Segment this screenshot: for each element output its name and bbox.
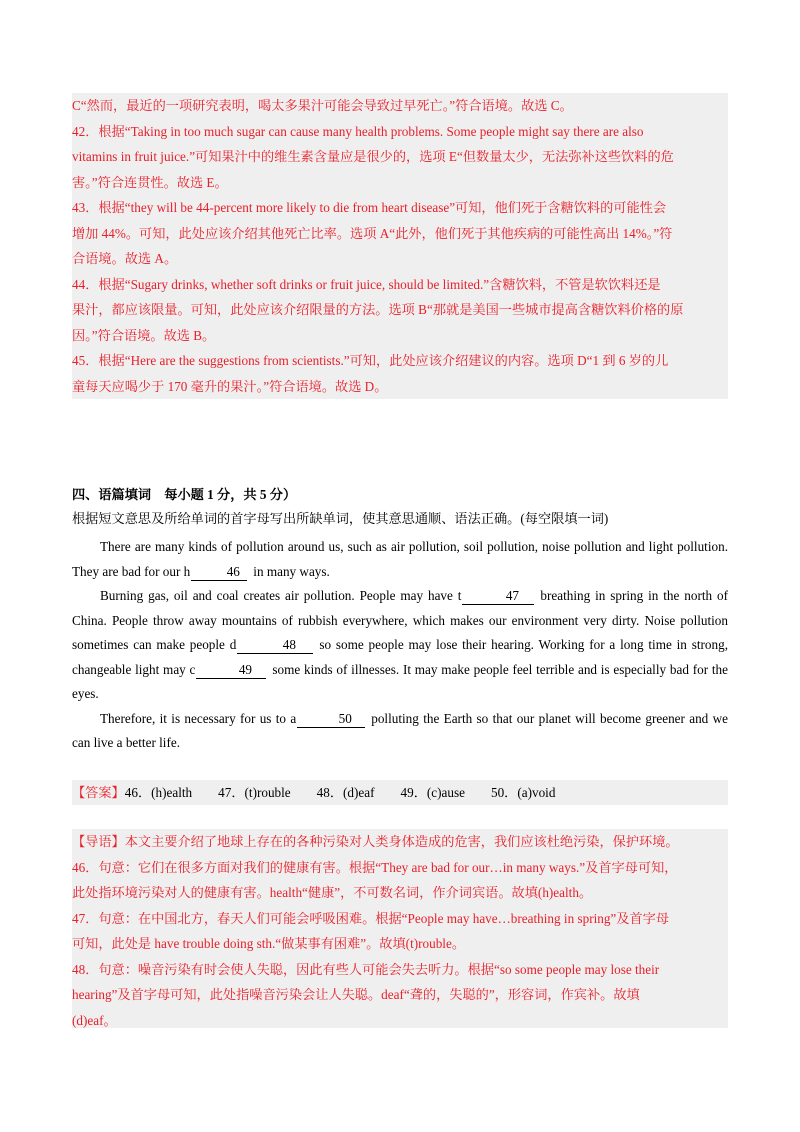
guide-line: 可知，此处是 have trouble doing sth.“做某事有困难”。故填(t)rouble。 <box>72 936 466 951</box>
guide-line: 此处指环境污染对人的健康有害。health“健康”，不可数名词，作介词宾语。故填(h)ealth。 <box>72 885 593 900</box>
passage-text: in many ways. <box>253 563 330 579</box>
explanation-line: 增加 44%。可知，此处应该介绍其他死亡比率。选项 A“此外，他们死于其他疾病的可能性高出 14%。”符 <box>72 225 673 241</box>
guide-line: 46．句意：它们在很多方面对我们的健康有害。根据“They are bad for our…in many ways.”及首字母可知， <box>72 859 678 875</box>
answer-item: 48．(d)eaf <box>316 785 375 800</box>
passage-paragraph-1 <box>72 535 728 584</box>
explanation-line: C“然而，最近的一项研究表明，喝太多果汁可能会导致过早死亡。”符合语境。故选 C。 <box>72 98 573 113</box>
guide-box <box>72 829 728 1028</box>
explanation-line: vitamins in fruit juice.”可知果汁中的维生素含量应是很少的，选项 E“但数量太少，无法弥补这些饮料的危 <box>72 149 674 164</box>
explanation-line: 44．根据“Sugary drinks, whether soft drinks or fruit juice, should be limited.”含糖饮料，不管是软饮料还是 <box>72 276 661 292</box>
passage-paragraph-3 <box>72 707 728 756</box>
explanation-line: 合语境。故选 A。 <box>72 251 178 266</box>
blank-50: 50 <box>297 710 365 728</box>
guide-line: (d)eaf。 <box>72 1012 117 1028</box>
blank-46: 46 <box>191 563 247 581</box>
blank-49: 49 <box>196 661 266 679</box>
passage-text: polluting the Earth so that our planet will become greener and we can live a better life. <box>72 710 728 750</box>
passage-text: Burning gas, oil and coal creates air pollution. People may have t <box>100 588 462 603</box>
answer-item: 50．(a)void <box>490 785 556 800</box>
explanation-line: 45．根据“Here are the suggestions from scientists.”可知，此处应该介绍建议的内容。选项 D“1 到 6 岁的儿 <box>72 353 669 368</box>
guide-line: 47．句意：在中国北方，春天人们可能会呼吸困难。根据“People may have…breathing in spring”及首字母 <box>72 910 670 926</box>
explanation-line: 43．根据“they will be 44-percent more likely to die from heart disease”可知，他们死于含糖饮料的可能性会 <box>72 200 667 215</box>
explanation-line: 童每天应喝少于 170 毫升的果汁。”符合语境。故选 D。 <box>72 378 388 394</box>
guide-line: hearing”及首字母可知，此处指噪音污染会让人失聪。deaf“聋的，失聪的”，形容词，作宾补。故填 <box>72 987 640 1002</box>
answer-box <box>72 780 728 805</box>
guide-line: 【导语】本文主要介绍了地球上存在的各种污染对人类身体造成的危害，我们应该杜绝污染，保护环境。 <box>72 834 679 849</box>
passage-text: Therefore, it is necessary for us to a <box>100 710 297 726</box>
passage-text: so some people may lose their hearing. Working for a long time in strong, changeable light may c <box>72 637 728 677</box>
blank-48: 48 <box>237 636 313 654</box>
blank-47: 47 <box>462 587 534 605</box>
explanation-line: 因。”符合语境。故选 B。 <box>72 327 216 343</box>
section-title: 四、语篇填词 每小题 1 分，共 5 分） <box>72 487 297 502</box>
explanation-box <box>72 93 728 399</box>
explanation-line: 42．根据“Taking in too much sugar can cause many health problems. Some people might say there are also <box>72 123 644 139</box>
explanation-line: 害。”符合连贯性。故选 E。 <box>72 174 228 190</box>
guide-line: 48．句意：噪音污染有时会使人失聪，因此有些人可能会失去听力。根据“so some people may lose their <box>72 961 660 977</box>
explanation-line: 果汁，都应该限量。可知，此处应该介绍限量的方法。选项 B“那就是美国一些城市提高含糖饮料价格的原 <box>72 302 684 317</box>
passage-paragraph-2 <box>72 584 728 707</box>
answer-item: 46．(h)ealth <box>124 785 193 800</box>
section-instructions: 根据短文意思及所给单词的首字母写出所缺单词，使其意思通顺、语法正确。(每空限填一词) <box>72 511 609 526</box>
answer-item: 49．(c)ause <box>400 785 465 800</box>
answer-item: 47．(t)rouble <box>218 785 291 800</box>
passage-text: breathing in spring in the north of China. People throw away mountains of rubbish everywhere, which makes our environment very dirty. Noise pollution sometimes can make people d <box>72 588 728 652</box>
answer-label: 【答案】 <box>72 785 125 800</box>
passage-text: There are many kinds of pollution around us, such as air pollution, soil pollution, noise pollution and light pollution. They are bad for our h <box>72 539 728 579</box>
passage-text: some kinds of illnesses. It may make people feel terrible and is especially bad for the eyes. <box>72 661 728 701</box>
cloze-passage <box>72 535 728 756</box>
